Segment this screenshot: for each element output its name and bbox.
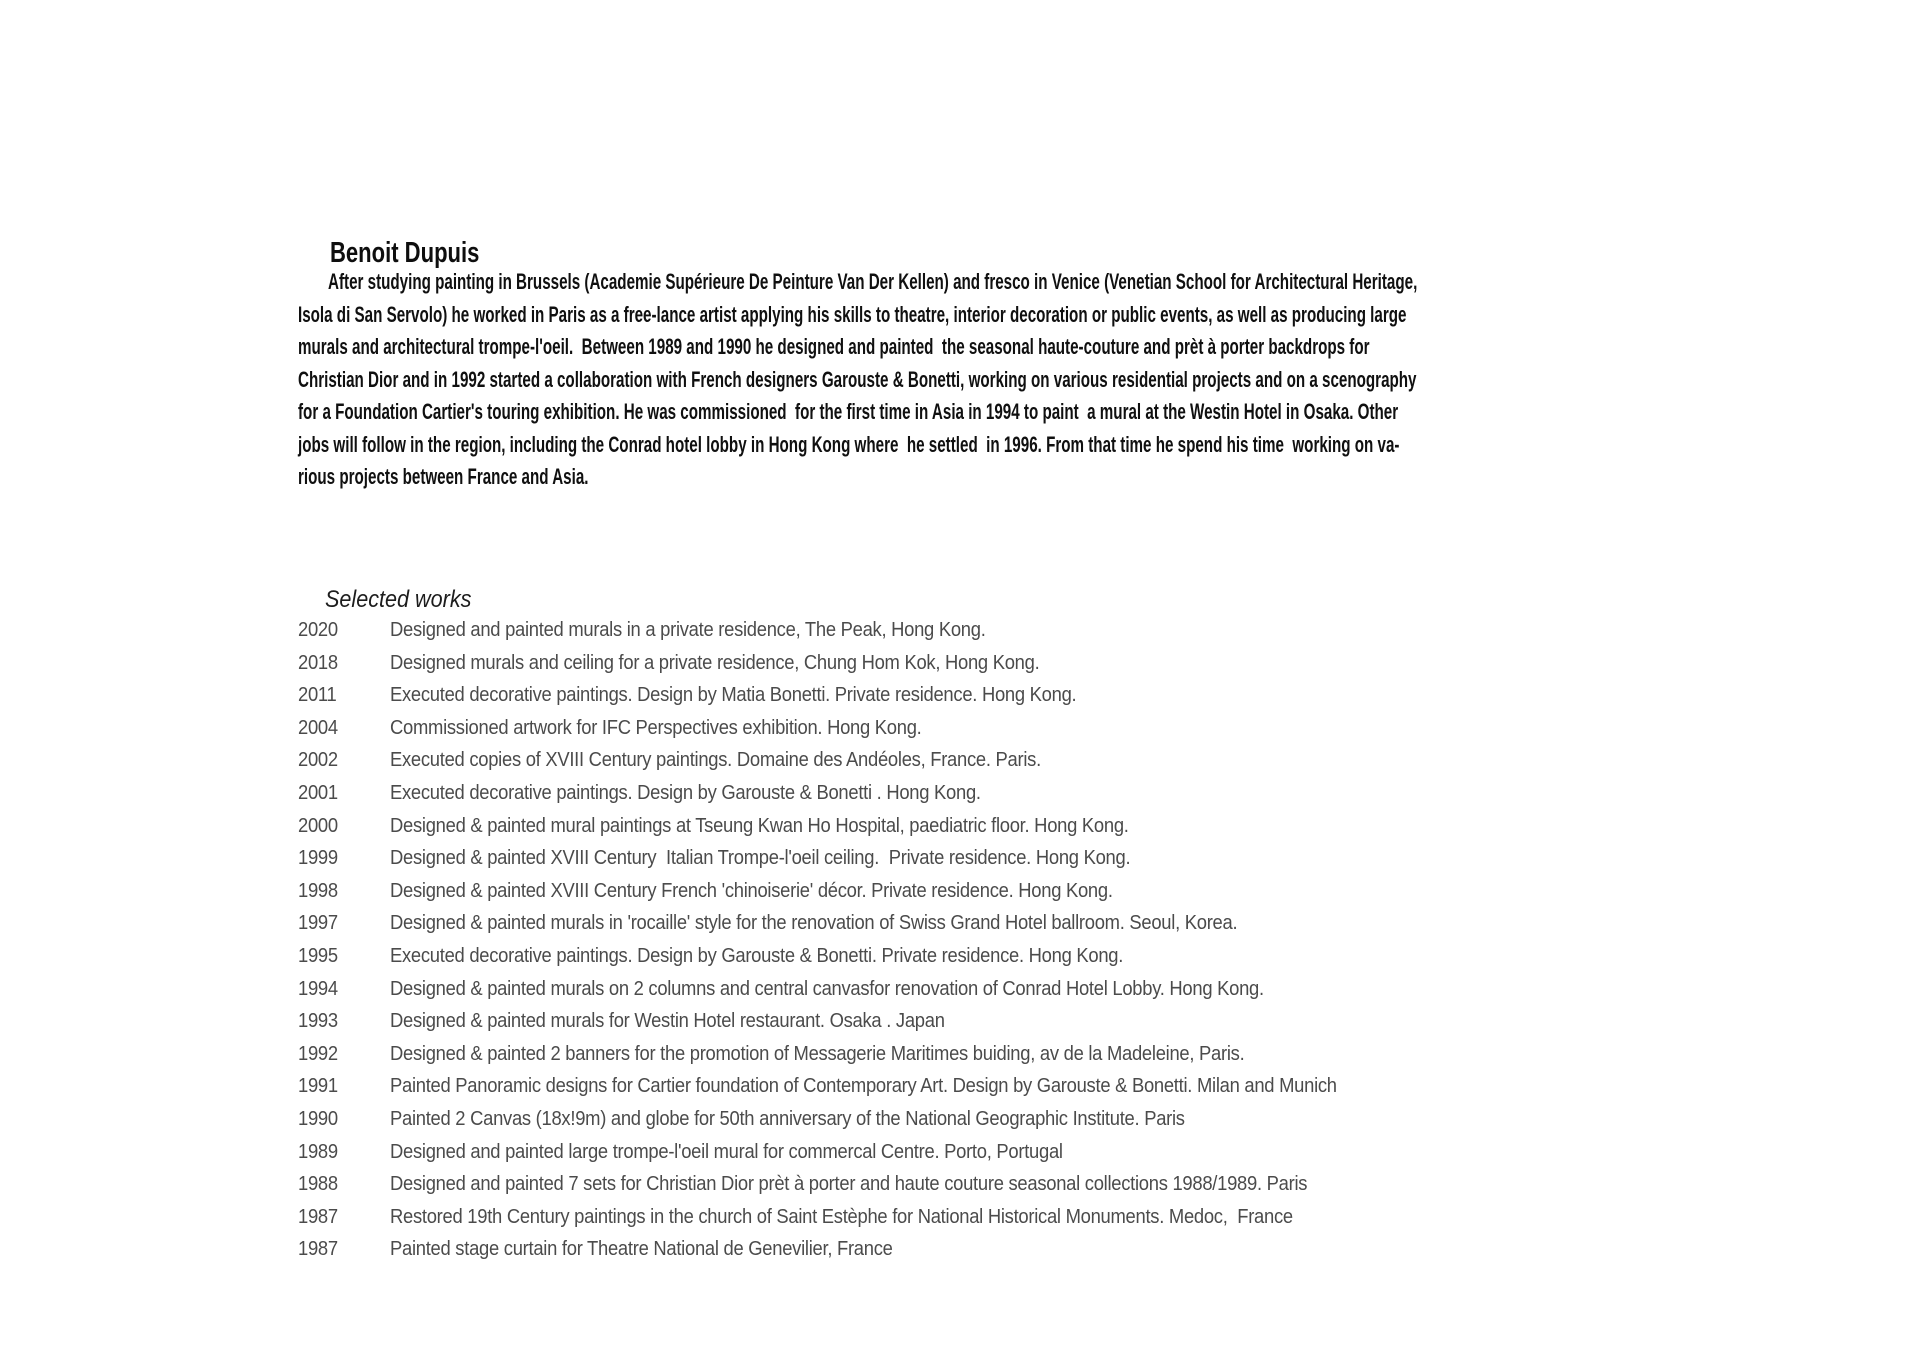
work-description: Commissioned artwork for IFC Perspectives exhibition. Hong Kong. xyxy=(390,716,922,739)
work-row xyxy=(298,973,1337,1006)
work-description: Designed & painted XVIII Century Italian Trompe-l'oeil ceiling. Private residence. Hong Kong. xyxy=(390,847,1131,870)
work-row xyxy=(298,614,1337,647)
work-description: Painted 2 Canvas (18x!9m) and globe for 50th anniversary of the National Geographic Institute. Paris xyxy=(390,1107,1185,1130)
work-row xyxy=(298,679,1337,712)
work-row xyxy=(298,712,1337,745)
work-description: Executed decorative paintings. Design by Matia Bonetti. Private residence. Hong Kong. xyxy=(390,684,1077,707)
work-year: 1987 xyxy=(298,1238,338,1261)
bio-line-text: After studying painting in Brussels (Academie Supérieure De Peinture Van Der Kellen) and fresco in Venice (Venetian School for Architectural Heritage, xyxy=(328,269,1418,294)
work-row xyxy=(298,744,1337,777)
work-year: 1990 xyxy=(298,1107,338,1130)
bio-line xyxy=(298,429,1698,462)
bio-line-text: rious projects between France and Asia. xyxy=(298,464,589,489)
work-year: 1995 xyxy=(298,944,338,967)
work-description: Executed copies of XVIII Century paintings. Domaine des Andéoles, France. Paris. xyxy=(390,749,1041,772)
bio-line-text: Christian Dior and in 1992 started a collaboration with French designers Garouste & Bonetti, working on various residential projects and on a scenography xyxy=(298,366,1417,392)
work-description: Designed & painted murals on 2 columns and central canvasfor renovation of Conrad Hotel Lobby. Hong Kong. xyxy=(390,977,1264,1000)
work-description: Designed murals and ceiling for a private residence, Chung Hom Kok, Hong Kong. xyxy=(390,651,1040,674)
work-row xyxy=(298,907,1337,940)
work-row xyxy=(298,1070,1337,1103)
bio-line xyxy=(298,396,1698,429)
bio-line xyxy=(298,461,1698,494)
page-title-text: Benoit Dupuis xyxy=(330,237,480,269)
work-description: Executed decorative paintings. Design by Garouste & Bonetti . Hong Kong. xyxy=(390,781,981,804)
work-description: Designed & painted murals in 'rocaille' style for the renovation of Swiss Grand Hotel ballroom. Seoul, Korea. xyxy=(390,912,1238,935)
work-row xyxy=(298,1168,1337,1201)
work-year: 1988 xyxy=(298,1173,338,1196)
work-year: 2004 xyxy=(298,716,338,739)
work-row xyxy=(298,647,1337,680)
work-description: Designed & painted XVIII Century French 'chinoiserie' décor. Private residence. Hong Kong. xyxy=(390,879,1113,902)
bio-line xyxy=(298,364,1698,397)
work-year: 2000 xyxy=(298,814,338,837)
work-row xyxy=(298,1038,1337,1071)
bio-paragraph xyxy=(298,266,1698,494)
work-description: Designed and painted 7 sets for Christian Dior prèt à porter and haute couture seasonal collections 1988/1989. Paris xyxy=(390,1173,1308,1196)
bio-line-text: for a Foundation Cartier's touring exhibition. He was commissioned for the first time in Asia in 1994 to paint a mural at the Westin Hotel in Osaka. Other xyxy=(298,399,1399,424)
work-row xyxy=(298,1201,1337,1234)
bio-line-text: murals and architectural trompe-l'oeil. Between 1989 and 1990 he designed and painted the seasonal haute-couture and prèt à porter backdrops for xyxy=(298,334,1370,359)
bio-line xyxy=(298,331,1698,364)
work-year: 1998 xyxy=(298,879,338,902)
work-description: Designed & painted murals for Westin Hotel restaurant. Osaka . Japan xyxy=(390,1010,945,1033)
bio-line-text: jobs will follow in the region, including the Conrad hotel lobby in Hong Kong where he settled in 1996. From that time he spend his time working on va- xyxy=(298,431,1400,457)
work-description: Executed decorative paintings. Design by Garouste & Bonetti. Private residence. Hong Kong. xyxy=(390,944,1124,967)
work-row xyxy=(298,1136,1337,1169)
work-row xyxy=(298,875,1337,908)
selected-works-list xyxy=(298,614,1337,1266)
work-year: 1993 xyxy=(298,1010,338,1033)
work-description: Designed & painted 2 banners for the promotion of Messagerie Maritimes buiding, av de la Madeleine, Paris. xyxy=(390,1042,1245,1065)
work-year: 1997 xyxy=(298,912,338,935)
work-description: Restored 19th Century paintings in the church of Saint Estèphe for National Historical Monuments. Medoc, France xyxy=(390,1205,1293,1228)
work-year: 2011 xyxy=(298,684,337,707)
work-row xyxy=(298,1233,1337,1266)
work-description: Painted stage curtain for Theatre National de Genevilier, France xyxy=(390,1238,893,1261)
work-year: 1999 xyxy=(298,847,338,870)
work-row xyxy=(298,1103,1337,1136)
work-year: 1987 xyxy=(298,1205,338,1228)
work-description: Designed and painted murals in a private residence, The Peak, Hong Kong. xyxy=(390,619,986,641)
work-year: 2020 xyxy=(298,619,338,641)
work-year: 2001 xyxy=(298,781,338,804)
work-description: Designed and painted large trompe-l'oeil mural for commercal Centre. Porto, Portugal xyxy=(390,1140,1063,1163)
work-description: Painted Panoramic designs for Cartier foundation of Contemporary Art. Design by Garouste & Bonetti. Milan and Munich xyxy=(390,1075,1337,1098)
bio-line-text: Isola di San Servolo) he worked in Paris as a free-lance artist applying his skills to theatre, interior decoration or public events, as well as producing large xyxy=(298,301,1407,327)
section-heading-text: Selected works xyxy=(324,586,472,613)
work-description: Designed & painted mural paintings at Tseung Kwan Ho Hospital, paediatric floor. Hong Kong. xyxy=(390,814,1129,837)
work-row xyxy=(298,777,1337,810)
work-year: 1989 xyxy=(298,1140,338,1163)
work-year: 1992 xyxy=(298,1042,338,1065)
work-year: 1994 xyxy=(298,977,338,1000)
work-row xyxy=(298,842,1337,875)
work-row xyxy=(298,940,1337,973)
work-row xyxy=(298,810,1337,843)
work-year: 2018 xyxy=(298,651,338,674)
work-year: 2002 xyxy=(298,749,338,772)
bio-line xyxy=(298,299,1698,332)
work-row xyxy=(298,1005,1337,1038)
work-year: 1991 xyxy=(298,1075,338,1098)
bio-line xyxy=(298,266,1698,299)
